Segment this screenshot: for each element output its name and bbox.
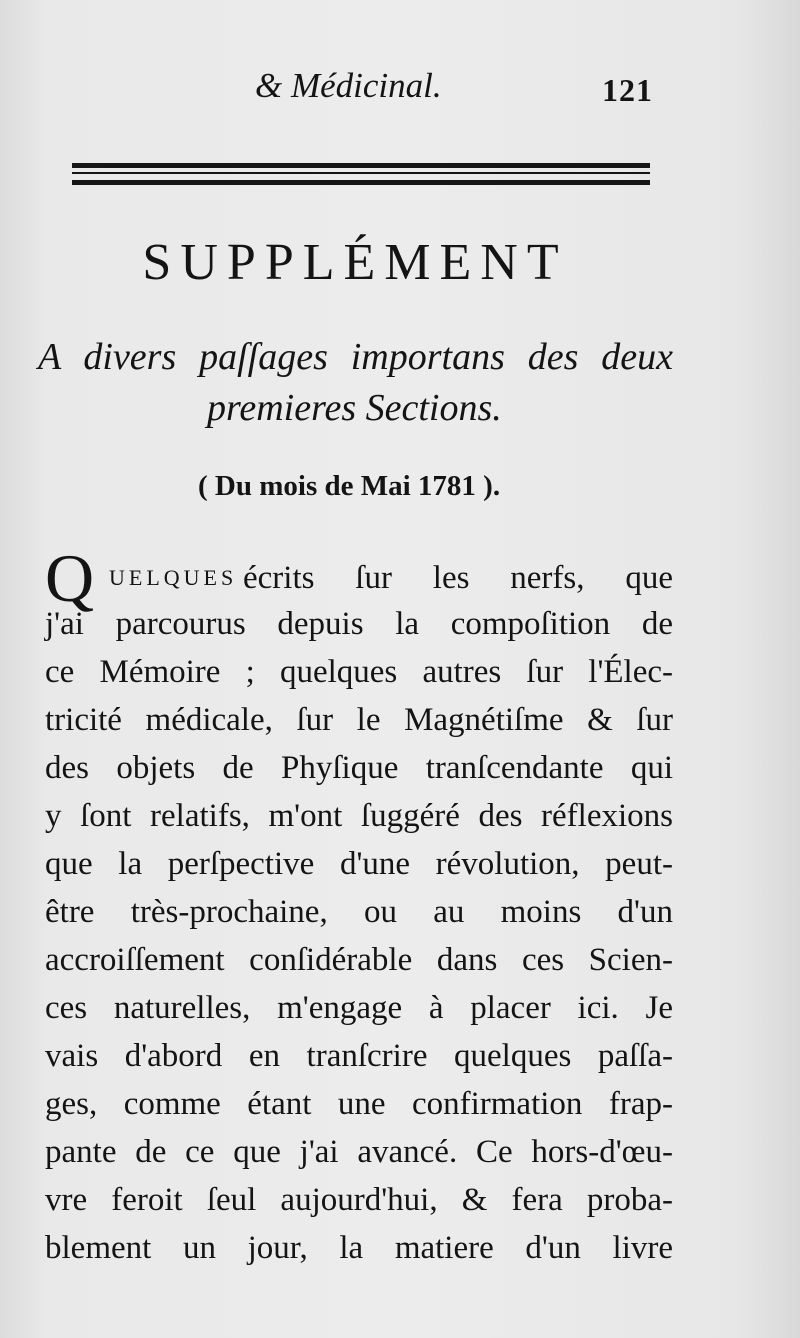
running-title: & Médicinal. [255,66,442,105]
text-line: tricité médicale, ſur le Magnétiſme & ſur [45,702,673,738]
text-line: j'ai parcourus depuis la compoſition de [45,606,673,642]
ornamental-rule-middle [72,172,650,174]
text-line: que la perſpective d'une révolution, peut- [45,846,673,882]
text-line: y ſont relatifs, m'ont ſuggéré des réflexions [45,798,673,834]
text-line: vais d'abord en tranſcrire quelques paſſa- [45,1038,673,1074]
text-line: des objets de Phyſique tranſcendante qui [45,750,673,786]
drop-cap: Q [45,540,95,616]
text-line: vre feroit ſeul aujourd'hui, & fera proba- [45,1182,673,1218]
ornamental-rule-top [72,163,650,168]
text-line: ces naturelles, m'engage à placer ici. Je [45,990,673,1026]
text-line: ges, comme étant une confirmation frap- [45,1086,673,1122]
ornamental-rule-bottom [72,180,650,185]
section-title: SUPPLÉMENT [142,234,568,291]
section-subtitle-line-2: premieres Sections. [207,387,502,429]
text-line: accroiſſement conſidérable dans ces Scien- [45,942,673,978]
body-text [45,540,673,1272]
first-line [45,540,673,616]
section-subtitle-line-1: A divers paſſages importans des deux [38,336,673,378]
text-line: ce Mémoire ; quelques autres ſur l'Élec- [45,654,673,690]
text-line: pante de ce que j'ai avancé. Ce hors-d'œu- [45,1134,673,1170]
first-line-text: écrits ſur les nerfs, que [243,560,673,596]
text-line: être très-prochaine, ou au moins d'un [45,894,673,930]
page-number: 121 [602,72,653,108]
text-line: blement un jour, la matiere d'un livre [45,1230,673,1266]
section-date: ( Du mois de Mai 1781 ). [198,470,501,502]
small-caps-word: UELQUES [109,565,238,590]
